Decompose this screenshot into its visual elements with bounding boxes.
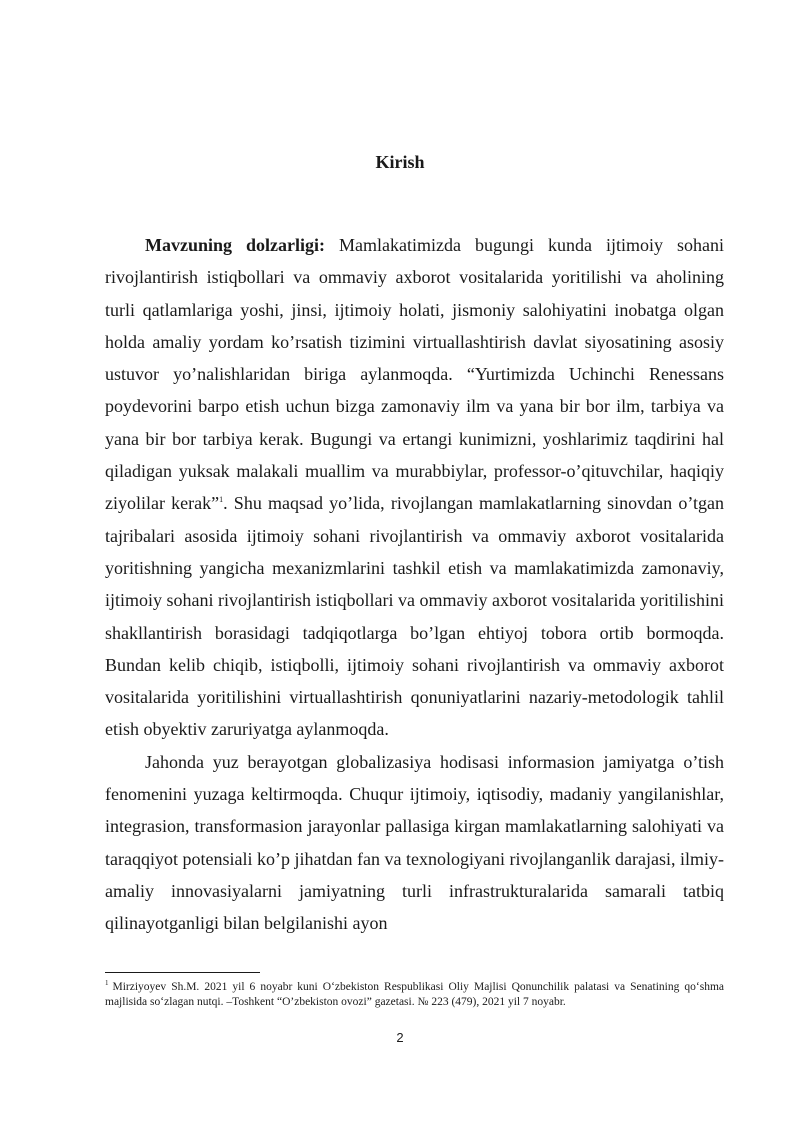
paragraph-globalization: Jahonda yuz berayotgan globalizasiya hodisasi informasion jamiyatga o’tish fenomenini yuzaga keltirmoqda. Chuqur ijtimoiy, iqtisodiy, madaniy yangilanishlar, integrasion, transformasion jarayonlar pallasiga kirgan mamlakatlarning salohiyati va taraqqiyot potensiali ko’p jihatdan fan va texnologiyani rivojlanganlik darajasi, ilmiy-amaliy innovasiyalarni jamiyatning turli infrastrukturalarida samarali tatbiq qilinayotganligi bilan belgilanishi ayon: [105, 751, 724, 934]
paragraph-relevance: [105, 229, 724, 746]
page-number: 2: [396, 1030, 404, 1045]
paragraph-text-continued: . Shu maqsad yo’lida, rivojlangan mamlakatlarning sinovdan o’tgan tajribalari asosida ijtimoiy sohani rivojlantirish va ommaviy axborot vositalarida yoritishning yangicha mexanizmlarini tashkil etish va mamlakatimizda zamonaviy, ijtimoiy sohani rivojlantirish istiqbollari va ommaviy axborot vositalarida yoritilishini shakllantirish borasidagi tadqiqotlarga bo’lgan ehtiyoj tobora ortib bormoqda. Bundan kelib chiqib, istiqbolli, ijtimoiy sohani rivojlantirish va ommaviy axborot vositalarida yoritilishini virtuallashtirish qonuniyatlarini nazariy-metodologik tahlil etish obyektiv zaruriyatga aylanmoqda.: [105, 493, 724, 740]
body-text: [105, 229, 724, 940]
paragraph-text: Mamlakatimizda bugungi kunda ijtimoiy sohani rivojlantirish istiqbollari va ommaviy axborot vositalarida yoritilishi va aholining turli qatlamlariga yoshi, jinsi, ijtimoiy holati, jismoniy salohiyatini inobatga olgan holda amaliy yordam ko’rsatish tizimini virtuallashtirish davlat siyosatining asosiy ustuvor yo’nalishlaridan biriga aylanmoqda. “Yurtimizda Uchinchi Renessans poydevorini barpo etish uchun bizga zamonaviy ilm va yana bir bor ilm, tarbiya va yana bir bor tarbiya kerak. Bugungi va ertangi kunimizni, yoshlarimiz taqdirini hal qiladigan yuksak malakali muallim va murabbiylar, professor-o’qituvchilar, haqiqiy ziyolilar kerak”: [105, 235, 725, 514]
paragraph-lead: Mavzuning dolzarligi:: [145, 235, 326, 255]
footnote: [105, 980, 724, 1009]
page-title: Kirish: [375, 152, 425, 172]
footnote-reference[interactable]: 1: [219, 495, 224, 505]
footnote-separator: [105, 972, 260, 973]
footnote-number: 1: [105, 979, 109, 988]
footnote-text: Mirziyoyev Sh.M. 2021 yil 6 noyabr kuni O‘zbekiston Respublikasi Oliy Majlisi Qonunchilik palatasi va Senatining qo‘shma majlisida so‘zlagan nutqi. –Toshkent “O’zbekiston ovozi” gazetasi. № 223 (479), 2021 yil 7 noyabr.: [105, 981, 724, 1008]
